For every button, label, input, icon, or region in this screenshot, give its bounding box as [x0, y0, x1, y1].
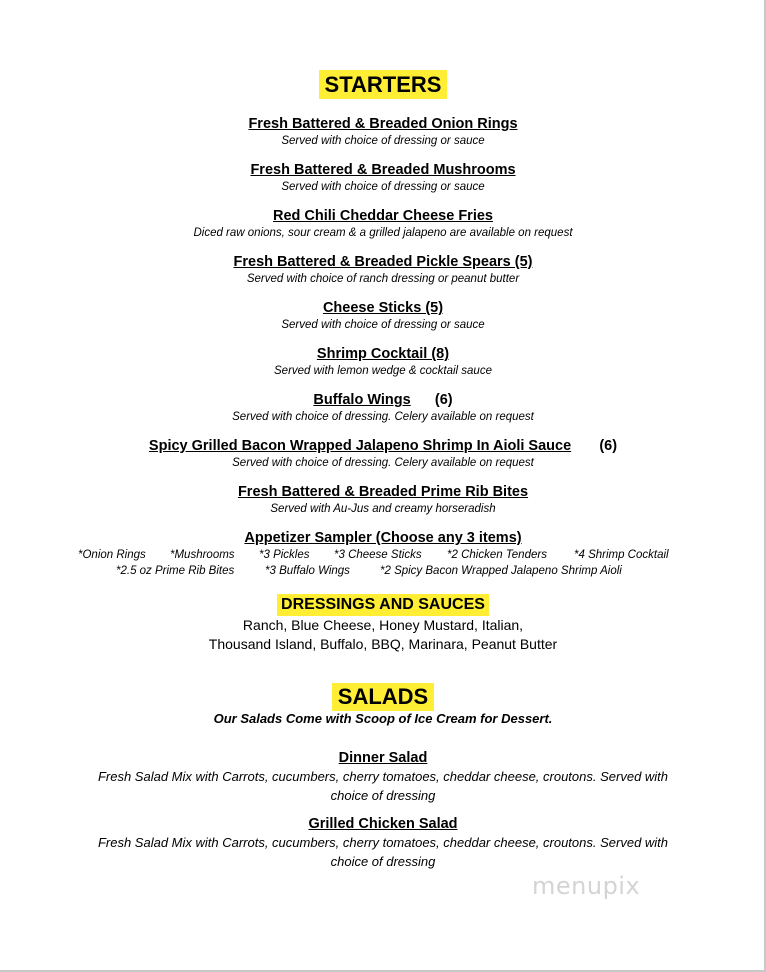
sampler-option: *4 Shrimp Cocktail [574, 549, 669, 561]
item-description: Served with lemon wedge & cocktail sauce [274, 365, 492, 377]
item-name: Fresh Battered & Breaded Pickle Spears (5) [233, 254, 533, 270]
item-count: (6) [434, 392, 453, 408]
item-description: Served with choice of dressing or sauce [281, 319, 485, 331]
dressings-line: Ranch, Blue Cheese, Honey Mustard, Italian, [242, 617, 524, 633]
menu-item [0, 299, 766, 333]
item-description: Served with choice of dressing or sauce [281, 135, 485, 147]
sampler-option: *Mushrooms [170, 549, 235, 561]
menu-item [0, 345, 766, 379]
menu-item [0, 391, 766, 425]
sampler-option: *2.5 oz Prime Rib Bites [116, 565, 235, 577]
starters-heading [0, 70, 766, 99]
item-name: Spicy Grilled Bacon Wrapped Jalapeno Shrimp In Aioli Sauce [148, 438, 572, 454]
item-name: Grilled Chicken Salad [308, 816, 458, 832]
item-name: Shrimp Cocktail (8) [316, 346, 450, 362]
watermark-logo: menupix [532, 872, 641, 900]
item-description: Served with choice of dressing or sauce [281, 181, 485, 193]
item-name: Fresh Battered & Breaded Prime Rib Bites [237, 484, 529, 500]
item-description: choice of dressing [330, 788, 436, 803]
item-count: (6) [599, 438, 618, 454]
sampler-option: *Onion Rings [78, 549, 146, 561]
item-name: Dinner Salad [338, 750, 428, 766]
dressings-list [0, 616, 766, 654]
item-description: Served with Au-Jus and creamy horseradish [270, 503, 496, 515]
item-description: Fresh Salad Mix with Carrots, cucumbers, cherry tomatoes, cheddar cheese, croutons. Served with [97, 769, 669, 784]
item-name: Fresh Battered & Breaded Onion Rings [248, 116, 518, 132]
sampler-item [0, 529, 766, 547]
salads-heading [0, 683, 766, 711]
menu-item [0, 207, 766, 241]
sampler-option: *2 Spicy Bacon Wrapped Jalapeno Shrimp Aioli [380, 565, 622, 577]
item-description: Served with choice of dressing. Celery available on request [232, 457, 534, 469]
item-name: Fresh Battered & Breaded Mushrooms [250, 162, 516, 178]
menu-item [0, 437, 766, 471]
item-description: Served with choice of dressing. Celery available on request [232, 411, 534, 423]
sampler-option: *3 Pickles [259, 549, 310, 561]
menu-item [0, 115, 766, 149]
dressings-heading [0, 594, 766, 616]
menu-item [0, 483, 766, 517]
item-description: Diced raw onions, sour cream & a grilled jalapeno are available on request [193, 227, 573, 239]
item-name: Cheese Sticks (5) [322, 300, 444, 316]
item-description: Fresh Salad Mix with Carrots, cucumbers, cherry tomatoes, cheddar cheese, croutons. Served with [97, 835, 669, 850]
sampler-name: Appetizer Sampler (Choose any 3 items) [244, 530, 522, 546]
sampler-option: *3 Cheese Sticks [334, 549, 422, 561]
sampler-option: *2 Chicken Tenders [447, 549, 547, 561]
menu-item [0, 161, 766, 195]
dressings-title: DRESSINGS AND SAUCES [277, 594, 489, 616]
item-name: Red Chili Cheddar Cheese Fries [273, 208, 493, 224]
starters-title: STARTERS [319, 70, 448, 99]
salad-item [0, 815, 766, 871]
salads-title: SALADS [332, 683, 434, 711]
item-description: Served with choice of ranch dressing or peanut butter [246, 273, 520, 285]
item-name: Buffalo Wings [313, 392, 411, 408]
salads-note: Our Salads Come with Scoop of Ice Cream for Dessert. [213, 711, 553, 726]
salad-item [0, 749, 766, 805]
item-description: choice of dressing [330, 854, 436, 869]
menu-item [0, 253, 766, 287]
sampler-option: *3 Buffalo Wings [265, 565, 350, 577]
dressings-line: Thousand Island, Buffalo, BBQ, Marinara, Peanut Butter [208, 636, 558, 652]
